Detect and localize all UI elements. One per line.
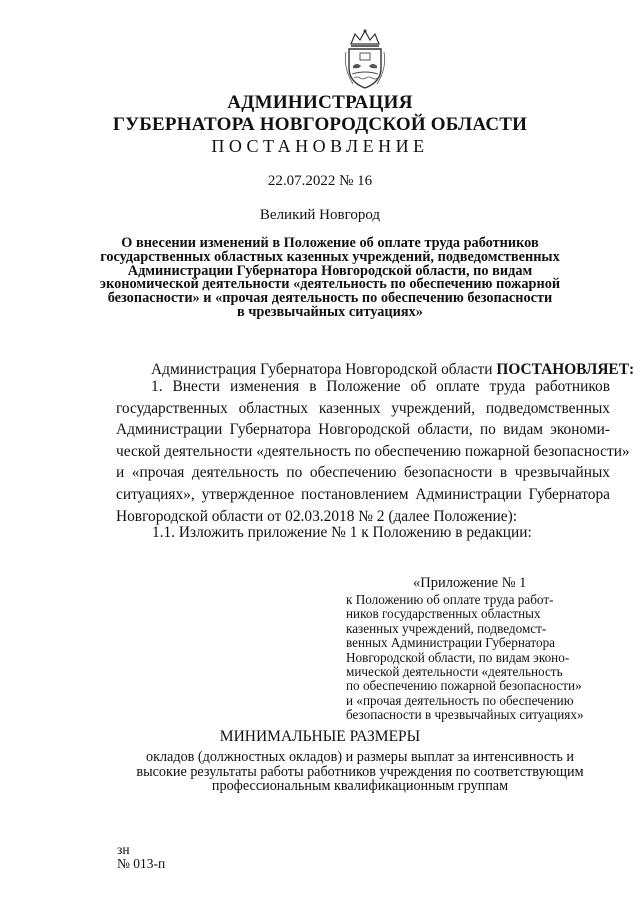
subject-line: экономической деятельности «деятельность по обеспечению пожарной [99, 276, 561, 293]
novgorod-coat-of-arms-icon [343, 28, 387, 90]
appendix-line: мической деятельности «деятельность [346, 664, 563, 680]
paragraph-line: и «прочая деятельность по обеспечению безопасности в чрезвычайных [116, 464, 610, 482]
appendix-line: к Положению об оплате труда работ- [346, 592, 554, 607]
appendix-heading: «Приложение № 1 [413, 575, 527, 591]
paragraph-line: ситуациях», утвержденное постановлением Администрации Губернатора [116, 485, 610, 503]
minimums-line: окладов (должностных окладов) и размеры выплат за интенсивность и [145, 749, 575, 765]
appendix-line: венных Администрации Губернатора [346, 635, 556, 651]
appendix-line: ников государственных областных [346, 606, 541, 622]
paragraph-1 [116, 376, 630, 527]
footer-mark: зн [117, 842, 130, 857]
appendix-line: казенных учреждений, подведомст- [346, 620, 547, 636]
minimums-description [80, 750, 640, 794]
minimums-line: высокие результаты работы работников учреждения по соответствующим [136, 763, 584, 780]
subject-line: безопасности» и «прочая деятельность по обеспечению безопасности [107, 290, 553, 307]
resolution-subject [70, 237, 590, 320]
city: Великий Новгород [259, 207, 381, 223]
intro-text: Администрация Губернатора Новгородской области [151, 361, 497, 378]
subject-line: О внесении изменений в Положение об оплате труда работников [121, 235, 539, 251]
paragraph-line: ческой деятельности «деятельность по обеспечению пожарной безопасности» [116, 442, 630, 460]
appendix-line: по обеспечению пожарной безопасности» [346, 678, 582, 694]
minimums-title: МИНИМАЛЬНЫЕ РАЗМЕРЫ [219, 728, 421, 745]
organization-title-line1: АДМИНИСТРАЦИЯ [227, 92, 413, 113]
subject-line: государственных областных казенных учреждений, подведомственных [100, 248, 560, 265]
paragraph-line: государственных областных казенных учреждений, подведомственных [116, 399, 610, 417]
intro-decree-word: ПОСТАНОВЛЯЕТ: [496, 361, 635, 378]
appendix-line: безопасности в чрезвычайных ситуациях» [346, 707, 584, 723]
paragraph-line: Администрации Губернатора Новгородской области, по видам экономи- [116, 421, 610, 439]
paragraph-line: 1. Внести изменения в Положение об оплате труда работников [151, 378, 610, 395]
organization-title-line2: ГУБЕРНАТОРА НОВГОРОДСКОЙ ОБЛАСТИ [112, 114, 528, 135]
subject-line: Администрации Губернатора Новгородской области, по видам [127, 262, 533, 279]
paragraph-line: Новгородской области от 02.03.2018 № 2 (далее Положение): [116, 507, 518, 525]
appendix-reference [346, 593, 584, 723]
document-type: ПОСТАНОВЛЕНИЕ [211, 136, 429, 156]
date-and-number: 22.07.2022 № 16 [267, 173, 373, 189]
appendix-line: и «прочая деятельность по обеспечению [346, 692, 574, 708]
appendix-line: Новгородской области, по видам эконо- [346, 649, 570, 665]
minimums-line: профессиональным квалификационным группам [211, 778, 509, 795]
subject-line: в чрезвычайных ситуациях» [237, 303, 423, 320]
footer-registration [117, 843, 165, 871]
paragraph-1-1: 1.1. Изложить приложение № 1 к Положению в редакции: [152, 524, 532, 541]
footer-ref: № 013-п [117, 856, 166, 871]
